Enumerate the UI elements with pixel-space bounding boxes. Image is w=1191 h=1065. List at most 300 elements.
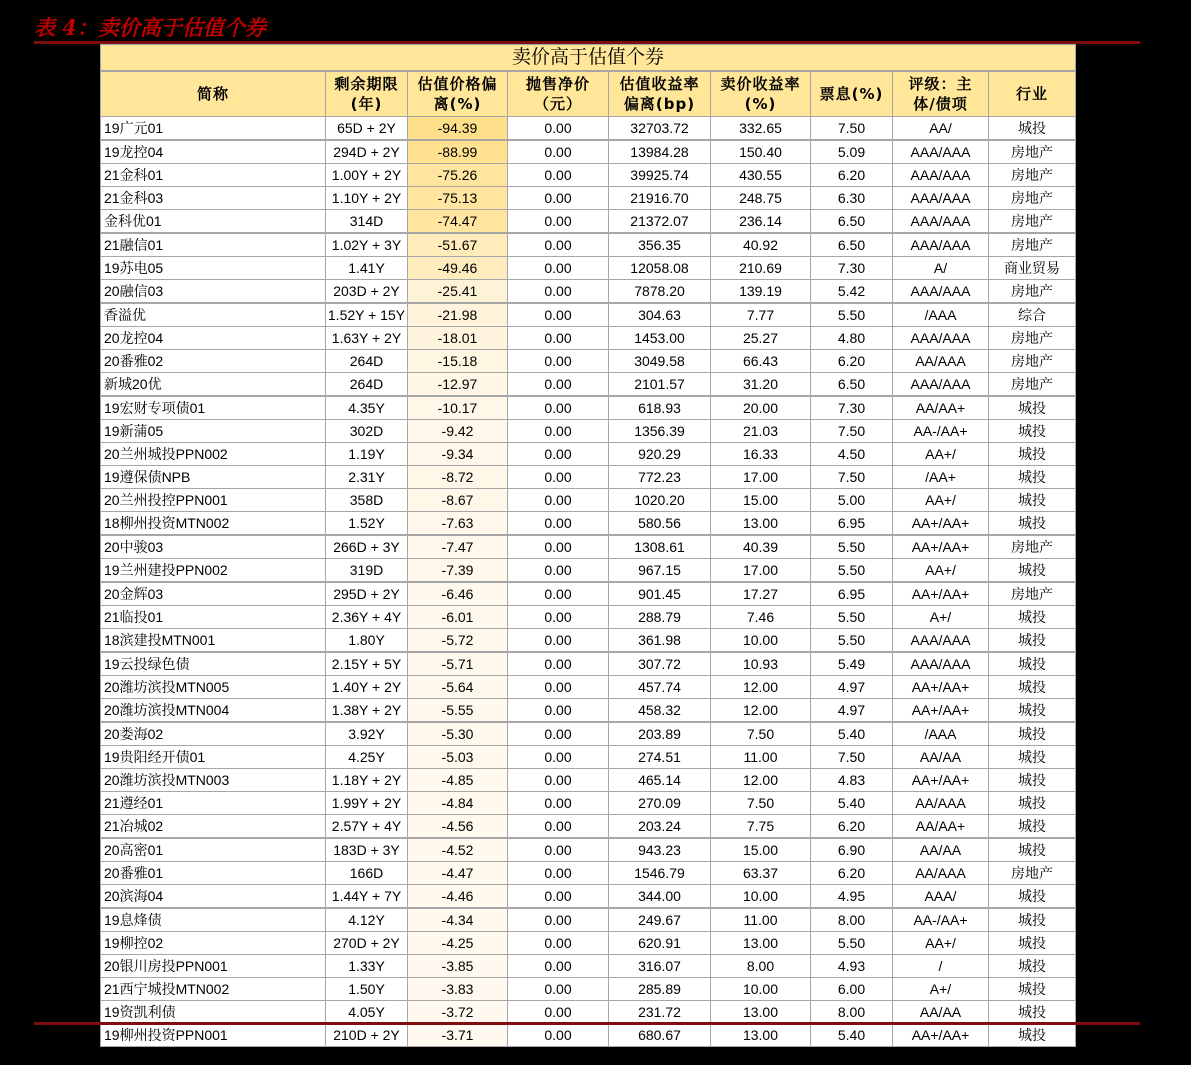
cell-price-deviation: -12.97 xyxy=(408,373,508,397)
cell-sell-price: 0.00 xyxy=(508,1001,609,1024)
cell-sell-yield: 13.00 xyxy=(711,512,811,536)
cell-sell-price: 0.00 xyxy=(508,908,609,932)
cell-coupon: 6.50 xyxy=(811,210,893,234)
cell-rating: A/ xyxy=(893,257,989,280)
cell-sell-yield: 13.00 xyxy=(711,1001,811,1024)
cell-short-name: 新城20优 xyxy=(101,373,326,397)
cell-industry: 房地产 xyxy=(989,187,1076,210)
cell-industry: 城投 xyxy=(989,815,1076,839)
cell-remaining-term: 2.36Y + 4Y xyxy=(326,606,408,629)
cell-short-name: 19宏财专项债01 xyxy=(101,396,326,420)
table-row xyxy=(101,210,1076,234)
cell-industry: 综合 xyxy=(989,303,1076,327)
cell-short-name: 21金科01 xyxy=(101,164,326,187)
cell-industry: 城投 xyxy=(989,559,1076,583)
cell-price-deviation: -5.55 xyxy=(408,699,508,723)
header-rating-line2: 体/债项 xyxy=(913,95,968,113)
cell-short-name: 21遵经01 xyxy=(101,792,326,815)
cell-remaining-term: 1.52Y xyxy=(326,512,408,536)
cell-yield-deviation: 920.29 xyxy=(609,443,711,466)
cell-coupon: 7.50 xyxy=(811,466,893,489)
cell-short-name: 21临投01 xyxy=(101,606,326,629)
cell-short-name: 20龙控04 xyxy=(101,327,326,350)
table-title: 卖价高于估值个券 xyxy=(101,45,1076,72)
cell-remaining-term: 4.35Y xyxy=(326,396,408,420)
table-row xyxy=(101,164,1076,187)
header-price-deviation-line1: 估值价格偏 xyxy=(417,75,498,93)
header-yield-deviation-line2: 偏离(bp) xyxy=(623,95,696,113)
cell-sell-yield: 12.00 xyxy=(711,699,811,723)
table-row xyxy=(101,862,1076,885)
cell-yield-deviation: 285.89 xyxy=(609,978,711,1001)
cell-sell-yield: 150.40 xyxy=(711,140,811,164)
cell-sell-yield: 12.00 xyxy=(711,676,811,699)
cell-yield-deviation: 249.67 xyxy=(609,908,711,932)
cell-remaining-term: 203D + 2Y xyxy=(326,280,408,304)
cell-sell-price: 0.00 xyxy=(508,955,609,978)
cell-yield-deviation: 943.23 xyxy=(609,838,711,862)
cell-short-name: 20银川房投PPN001 xyxy=(101,955,326,978)
cell-yield-deviation: 580.56 xyxy=(609,512,711,536)
cell-remaining-term: 264D xyxy=(326,373,408,397)
cell-rating: AAA/AAA xyxy=(893,210,989,234)
cell-rating: AA/AA xyxy=(893,746,989,769)
cell-yield-deviation: 458.32 xyxy=(609,699,711,723)
cell-sell-price: 0.00 xyxy=(508,606,609,629)
table-row xyxy=(101,140,1076,164)
cell-sell-price: 0.00 xyxy=(508,210,609,234)
cell-coupon: 4.95 xyxy=(811,885,893,909)
cell-sell-yield: 21.03 xyxy=(711,420,811,443)
cell-yield-deviation: 1020.20 xyxy=(609,489,711,512)
header-sell-price-line1: 抛售净价 xyxy=(525,75,590,93)
cell-sell-yield: 7.77 xyxy=(711,303,811,327)
table-row xyxy=(101,396,1076,420)
cell-yield-deviation: 12058.08 xyxy=(609,257,711,280)
cell-yield-deviation: 270.09 xyxy=(609,792,711,815)
cell-rating: /AAA xyxy=(893,303,989,327)
cell-coupon: 5.49 xyxy=(811,652,893,676)
cell-coupon: 6.95 xyxy=(811,512,893,536)
cell-price-deviation: -4.84 xyxy=(408,792,508,815)
cell-short-name: 19龙控04 xyxy=(101,140,326,164)
cell-rating: AA/AAA xyxy=(893,350,989,373)
cell-yield-deviation: 465.14 xyxy=(609,769,711,792)
table-row xyxy=(101,629,1076,653)
cell-remaining-term: 4.25Y xyxy=(326,746,408,769)
cell-price-deviation: -4.56 xyxy=(408,815,508,839)
cell-sell-price: 0.00 xyxy=(508,722,609,746)
cell-yield-deviation: 1546.79 xyxy=(609,862,711,885)
cell-remaining-term: 4.05Y xyxy=(326,1001,408,1024)
cell-coupon: 6.30 xyxy=(811,187,893,210)
cell-sell-price: 0.00 xyxy=(508,117,609,141)
cell-price-deviation: -5.72 xyxy=(408,629,508,653)
cell-rating: AA+/ xyxy=(893,932,989,955)
cell-industry: 城投 xyxy=(989,396,1076,420)
cell-sell-price: 0.00 xyxy=(508,1024,609,1047)
table-row xyxy=(101,722,1076,746)
cell-industry: 房地产 xyxy=(989,535,1076,559)
cell-short-name: 20潍坊滨投MTN003 xyxy=(101,769,326,792)
cell-sell-yield: 16.33 xyxy=(711,443,811,466)
cell-industry: 城投 xyxy=(989,792,1076,815)
cell-sell-yield: 15.00 xyxy=(711,489,811,512)
table-row xyxy=(101,838,1076,862)
cell-sell-price: 0.00 xyxy=(508,862,609,885)
cell-remaining-term: 65D + 2Y xyxy=(326,117,408,141)
cell-short-name: 19贵阳经开债01 xyxy=(101,746,326,769)
cell-rating: AAA/AAA xyxy=(893,629,989,653)
cell-rating: AAA/AAA xyxy=(893,327,989,350)
cell-price-deviation: -15.18 xyxy=(408,350,508,373)
cell-industry: 城投 xyxy=(989,978,1076,1001)
table-body xyxy=(101,117,1076,1047)
cell-sell-yield: 13.00 xyxy=(711,1024,811,1047)
cell-short-name: 18滨建投MTN001 xyxy=(101,629,326,653)
cell-remaining-term: 210D + 2Y xyxy=(326,1024,408,1047)
cell-price-deviation: -4.52 xyxy=(408,838,508,862)
table-row xyxy=(101,489,1076,512)
table-row xyxy=(101,908,1076,932)
cell-rating: AA+/AA+ xyxy=(893,769,989,792)
cell-remaining-term: 1.19Y xyxy=(326,443,408,466)
table-row xyxy=(101,582,1076,606)
cell-sell-yield: 8.00 xyxy=(711,955,811,978)
cell-remaining-term: 1.80Y xyxy=(326,629,408,653)
cell-sell-price: 0.00 xyxy=(508,327,609,350)
cell-yield-deviation: 288.79 xyxy=(609,606,711,629)
cell-rating: AAA/AAA xyxy=(893,373,989,397)
cell-industry: 城投 xyxy=(989,722,1076,746)
cell-sell-yield: 236.14 xyxy=(711,210,811,234)
table-row xyxy=(101,117,1076,141)
header-sell-price xyxy=(508,71,609,117)
cell-yield-deviation: 231.72 xyxy=(609,1001,711,1024)
cell-industry: 城投 xyxy=(989,676,1076,699)
cell-remaining-term: 1.02Y + 3Y xyxy=(326,233,408,257)
cell-yield-deviation: 1308.61 xyxy=(609,535,711,559)
cell-sell-price: 0.00 xyxy=(508,582,609,606)
table-row xyxy=(101,652,1076,676)
cell-coupon: 6.20 xyxy=(811,350,893,373)
header-remaining-term-line1: 剩余期限 xyxy=(334,75,399,93)
cell-price-deviation: -9.42 xyxy=(408,420,508,443)
cell-price-deviation: -75.26 xyxy=(408,164,508,187)
cell-price-deviation: -25.41 xyxy=(408,280,508,304)
cell-yield-deviation: 274.51 xyxy=(609,746,711,769)
cell-coupon: 4.80 xyxy=(811,327,893,350)
cell-rating: /AA+ xyxy=(893,466,989,489)
cell-sell-price: 0.00 xyxy=(508,420,609,443)
cell-short-name: 21融信01 xyxy=(101,233,326,257)
cell-price-deviation: -7.63 xyxy=(408,512,508,536)
cell-short-name: 20金辉03 xyxy=(101,582,326,606)
cell-yield-deviation: 620.91 xyxy=(609,932,711,955)
cell-short-name: 21金科03 xyxy=(101,187,326,210)
cell-sell-price: 0.00 xyxy=(508,815,609,839)
cell-price-deviation: -74.47 xyxy=(408,210,508,234)
cell-coupon: 5.40 xyxy=(811,722,893,746)
cell-price-deviation: -7.39 xyxy=(408,559,508,583)
cell-price-deviation: -49.46 xyxy=(408,257,508,280)
cell-coupon: 5.40 xyxy=(811,792,893,815)
cell-remaining-term: 1.52Y + 15Y xyxy=(326,303,408,327)
header-remaining-term xyxy=(326,71,408,117)
cell-sell-yield: 20.00 xyxy=(711,396,811,420)
table-row xyxy=(101,187,1076,210)
cell-price-deviation: -8.72 xyxy=(408,466,508,489)
cell-remaining-term: 2.31Y xyxy=(326,466,408,489)
table-row xyxy=(101,885,1076,909)
cell-sell-price: 0.00 xyxy=(508,978,609,1001)
table-row xyxy=(101,466,1076,489)
cell-short-name: 19兰州建投PPN002 xyxy=(101,559,326,583)
cell-sell-price: 0.00 xyxy=(508,885,609,909)
cell-industry: 城投 xyxy=(989,908,1076,932)
cell-short-name: 20潍坊滨投MTN004 xyxy=(101,699,326,723)
cell-short-name: 香溢优 xyxy=(101,303,326,327)
cell-industry: 房地产 xyxy=(989,164,1076,187)
table-row xyxy=(101,420,1076,443)
cell-sell-price: 0.00 xyxy=(508,838,609,862)
header-coupon-line1: 票息(%) xyxy=(819,85,884,103)
table-header-row xyxy=(101,71,1076,117)
cell-sell-price: 0.00 xyxy=(508,932,609,955)
cell-rating: AA/AAA xyxy=(893,792,989,815)
table-title-row xyxy=(101,45,1076,72)
cell-rating: AA+/AA+ xyxy=(893,676,989,699)
cell-sell-price: 0.00 xyxy=(508,629,609,653)
cell-sell-yield: 7.50 xyxy=(711,722,811,746)
cell-yield-deviation: 901.45 xyxy=(609,582,711,606)
cell-sell-price: 0.00 xyxy=(508,699,609,723)
cell-price-deviation: -5.03 xyxy=(408,746,508,769)
cell-sell-price: 0.00 xyxy=(508,466,609,489)
cell-sell-yield: 13.00 xyxy=(711,932,811,955)
cell-remaining-term: 266D + 3Y xyxy=(326,535,408,559)
cell-price-deviation: -51.67 xyxy=(408,233,508,257)
cell-short-name: 19苏电05 xyxy=(101,257,326,280)
cell-sell-yield: 40.39 xyxy=(711,535,811,559)
cell-remaining-term: 294D + 2Y xyxy=(326,140,408,164)
cell-price-deviation: -4.46 xyxy=(408,885,508,909)
table-row xyxy=(101,257,1076,280)
cell-coupon: 4.83 xyxy=(811,769,893,792)
cell-sell-yield: 430.55 xyxy=(711,164,811,187)
cell-rating: / xyxy=(893,955,989,978)
cell-sell-price: 0.00 xyxy=(508,350,609,373)
cell-industry: 城投 xyxy=(989,746,1076,769)
table-row xyxy=(101,559,1076,583)
bond-table xyxy=(100,44,1076,1047)
cell-rating: AA/AA+ xyxy=(893,396,989,420)
cell-sell-yield: 10.93 xyxy=(711,652,811,676)
cell-industry: 房地产 xyxy=(989,327,1076,350)
cell-short-name: 20番雅02 xyxy=(101,350,326,373)
cell-sell-price: 0.00 xyxy=(508,187,609,210)
cell-short-name: 19柳州投资PPN001 xyxy=(101,1024,326,1047)
cell-industry: 房地产 xyxy=(989,140,1076,164)
cell-short-name: 20番雅01 xyxy=(101,862,326,885)
cell-short-name: 19云投绿色债 xyxy=(101,652,326,676)
table-row xyxy=(101,932,1076,955)
cell-short-name: 20融信03 xyxy=(101,280,326,304)
cell-coupon: 5.50 xyxy=(811,303,893,327)
cell-short-name: 21冶城02 xyxy=(101,815,326,839)
cell-price-deviation: -4.85 xyxy=(408,769,508,792)
cell-sell-yield: 210.69 xyxy=(711,257,811,280)
cell-rating: AA+/AA+ xyxy=(893,512,989,536)
cell-coupon: 6.50 xyxy=(811,373,893,397)
cell-remaining-term: 2.57Y + 4Y xyxy=(326,815,408,839)
cell-rating: AAA/AAA xyxy=(893,164,989,187)
cell-rating: AA+/AA+ xyxy=(893,535,989,559)
cell-coupon: 6.20 xyxy=(811,862,893,885)
cell-coupon: 6.90 xyxy=(811,838,893,862)
table-row xyxy=(101,233,1076,257)
cell-rating: AA/AA+ xyxy=(893,815,989,839)
cell-industry: 城投 xyxy=(989,629,1076,653)
cell-sell-price: 0.00 xyxy=(508,164,609,187)
table-row xyxy=(101,815,1076,839)
table-row xyxy=(101,1024,1076,1047)
cell-coupon: 5.50 xyxy=(811,606,893,629)
cell-rating: AA+/AA+ xyxy=(893,1024,989,1047)
cell-yield-deviation: 618.93 xyxy=(609,396,711,420)
cell-yield-deviation: 7878.20 xyxy=(609,280,711,304)
cell-yield-deviation: 772.23 xyxy=(609,466,711,489)
cell-coupon: 8.00 xyxy=(811,1001,893,1024)
table-row xyxy=(101,978,1076,1001)
cell-yield-deviation: 304.63 xyxy=(609,303,711,327)
cell-sell-yield: 63.37 xyxy=(711,862,811,885)
header-coupon xyxy=(811,71,893,117)
cell-remaining-term: 319D xyxy=(326,559,408,583)
cell-sell-price: 0.00 xyxy=(508,512,609,536)
cell-industry: 房地产 xyxy=(989,582,1076,606)
header-sell-yield-line2: (%) xyxy=(744,95,777,113)
cell-coupon: 7.30 xyxy=(811,257,893,280)
cell-sell-price: 0.00 xyxy=(508,396,609,420)
cell-sell-price: 0.00 xyxy=(508,652,609,676)
cell-sell-price: 0.00 xyxy=(508,257,609,280)
cell-sell-yield: 17.00 xyxy=(711,466,811,489)
cell-yield-deviation: 316.07 xyxy=(609,955,711,978)
header-remaining-term-line2: (年) xyxy=(350,95,383,113)
table-row xyxy=(101,350,1076,373)
cell-sell-yield: 11.00 xyxy=(711,746,811,769)
cell-sell-yield: 139.19 xyxy=(711,280,811,304)
cell-price-deviation: -6.46 xyxy=(408,582,508,606)
cell-coupon: 5.50 xyxy=(811,535,893,559)
header-rating-line1: 评级：主 xyxy=(908,75,973,93)
cell-industry: 城投 xyxy=(989,606,1076,629)
cell-short-name: 19柳控02 xyxy=(101,932,326,955)
cell-coupon: 5.50 xyxy=(811,932,893,955)
cell-rating: /AAA xyxy=(893,722,989,746)
cell-sell-price: 0.00 xyxy=(508,676,609,699)
cell-short-name: 19广元01 xyxy=(101,117,326,141)
cell-price-deviation: -4.25 xyxy=(408,932,508,955)
cell-rating: AA+/AA+ xyxy=(893,582,989,606)
cell-sell-price: 0.00 xyxy=(508,489,609,512)
cell-sell-price: 0.00 xyxy=(508,303,609,327)
cell-coupon: 5.50 xyxy=(811,629,893,653)
table-row xyxy=(101,606,1076,629)
cell-coupon: 5.09 xyxy=(811,140,893,164)
cell-price-deviation: -5.71 xyxy=(408,652,508,676)
cell-sell-yield: 66.43 xyxy=(711,350,811,373)
cell-price-deviation: -6.01 xyxy=(408,606,508,629)
cell-rating: AA-/AA+ xyxy=(893,908,989,932)
cell-sell-yield: 10.00 xyxy=(711,978,811,1001)
cell-coupon: 6.00 xyxy=(811,978,893,1001)
cell-sell-price: 0.00 xyxy=(508,280,609,304)
cell-coupon: 4.93 xyxy=(811,955,893,978)
cell-yield-deviation: 307.72 xyxy=(609,652,711,676)
cell-industry: 商业贸易 xyxy=(989,257,1076,280)
table-row xyxy=(101,1001,1076,1024)
cell-industry: 城投 xyxy=(989,466,1076,489)
cell-price-deviation: -18.01 xyxy=(408,327,508,350)
cell-yield-deviation: 21372.07 xyxy=(609,210,711,234)
cell-industry: 城投 xyxy=(989,769,1076,792)
cell-yield-deviation: 203.89 xyxy=(609,722,711,746)
cell-sell-price: 0.00 xyxy=(508,233,609,257)
table-row xyxy=(101,280,1076,304)
cell-yield-deviation: 1453.00 xyxy=(609,327,711,350)
cell-price-deviation: -5.30 xyxy=(408,722,508,746)
cell-short-name: 19遵保债NPB xyxy=(101,466,326,489)
cell-remaining-term: 2.15Y + 5Y xyxy=(326,652,408,676)
cell-sell-price: 0.00 xyxy=(508,559,609,583)
cell-coupon: 4.97 xyxy=(811,676,893,699)
cell-rating: AAA/AAA xyxy=(893,187,989,210)
cell-yield-deviation: 457.74 xyxy=(609,676,711,699)
cell-yield-deviation: 21916.70 xyxy=(609,187,711,210)
cell-sell-yield: 31.20 xyxy=(711,373,811,397)
cell-yield-deviation: 1356.39 xyxy=(609,420,711,443)
cell-sell-yield: 7.46 xyxy=(711,606,811,629)
cell-coupon: 4.50 xyxy=(811,443,893,466)
cell-remaining-term: 1.63Y + 2Y xyxy=(326,327,408,350)
header-industry xyxy=(989,71,1076,117)
cell-yield-deviation: 344.00 xyxy=(609,885,711,909)
cell-industry: 房地产 xyxy=(989,350,1076,373)
table-row xyxy=(101,746,1076,769)
header-price-deviation-line2: 离(%) xyxy=(433,95,482,113)
cell-rating: AA/AAA xyxy=(893,862,989,885)
cell-yield-deviation: 356.35 xyxy=(609,233,711,257)
cell-sell-yield: 40.92 xyxy=(711,233,811,257)
table-row xyxy=(101,303,1076,327)
cell-price-deviation: -94.39 xyxy=(408,117,508,141)
cell-remaining-term: 1.44Y + 7Y xyxy=(326,885,408,909)
cell-short-name: 19息烽债 xyxy=(101,908,326,932)
cell-remaining-term: 3.92Y xyxy=(326,722,408,746)
cell-remaining-term: 358D xyxy=(326,489,408,512)
cell-rating: AAA/AAA xyxy=(893,140,989,164)
cell-industry: 房地产 xyxy=(989,280,1076,304)
cell-industry: 城投 xyxy=(989,489,1076,512)
cell-price-deviation: -3.72 xyxy=(408,1001,508,1024)
cell-coupon: 5.42 xyxy=(811,280,893,304)
table-row xyxy=(101,792,1076,815)
cell-industry: 城投 xyxy=(989,838,1076,862)
cell-price-deviation: -5.64 xyxy=(408,676,508,699)
table-row xyxy=(101,676,1076,699)
